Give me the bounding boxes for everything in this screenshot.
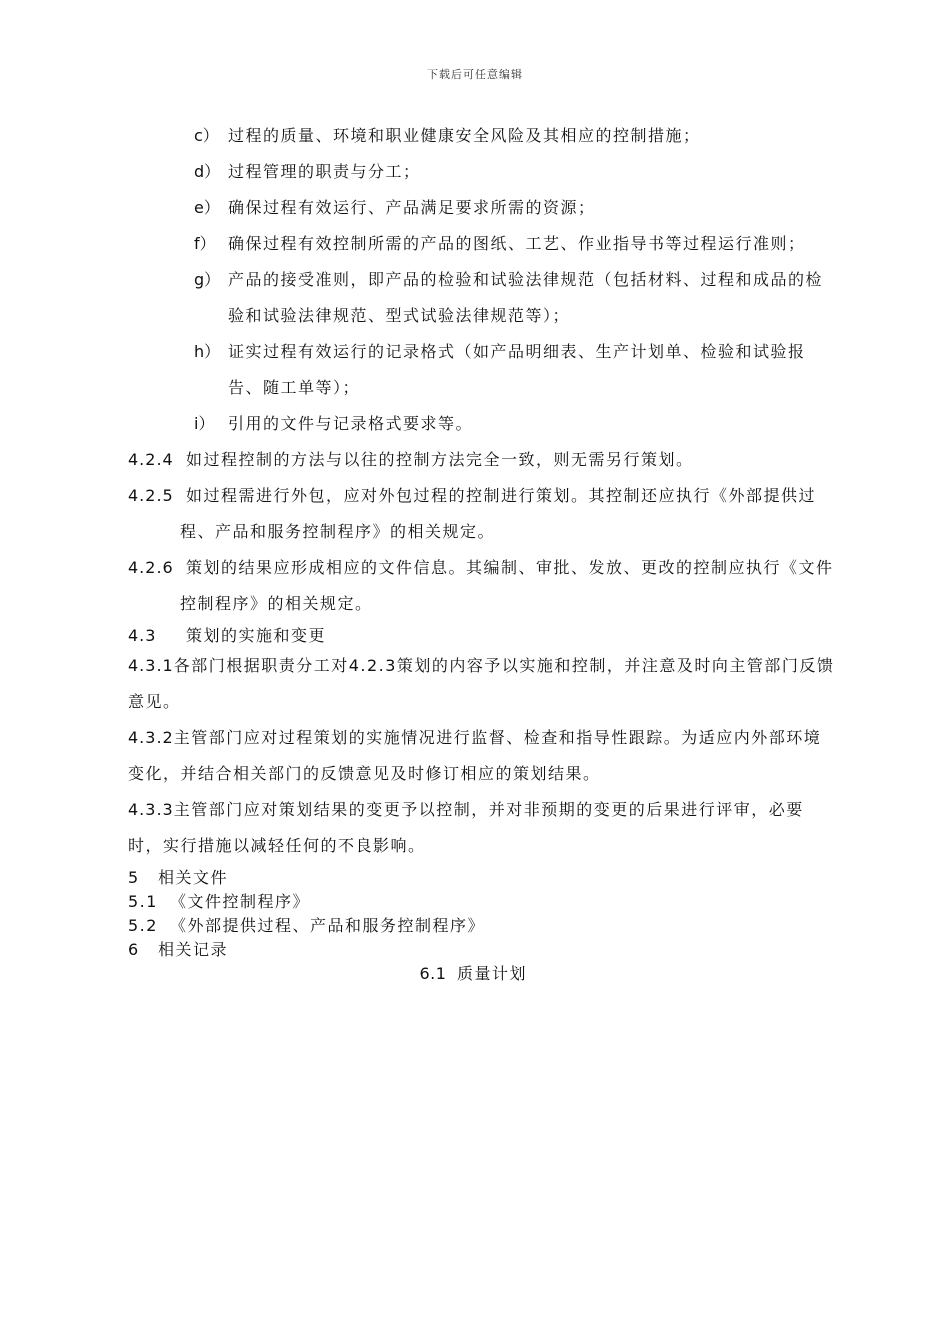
section-4-3-3 xyxy=(128,792,838,864)
section-text: 策划的结果应形成相应的文件信息。其编制、审批、发放、更改的控制应执行《文件控制程序》的相关规定。 xyxy=(180,558,834,613)
section-title: 相关文件 xyxy=(158,868,229,887)
list-label: h） xyxy=(194,342,221,361)
section-number: 5.1 xyxy=(128,892,158,911)
section-title: 相关记录 xyxy=(158,940,229,959)
list-item-f xyxy=(128,226,838,262)
section-number: 6.1 xyxy=(419,964,447,983)
list-text: 过程管理的职责与分工； xyxy=(228,162,421,181)
doc-ref-5-2 xyxy=(128,914,838,938)
section-text: 如过程需进行外包，应对外包过程的控制进行策划。其控制还应执行《外部提供过程、产品和服务控制程序》的相关规定。 xyxy=(180,486,817,541)
section-text: 主管部门应对策划结果的变更予以控制，并对非预期的变更的后果进行评审，必要时，实行措施以减轻任何的不良影响。 xyxy=(128,800,804,855)
section-number: 4.3.1 xyxy=(128,656,174,675)
section-4-3-2 xyxy=(128,720,838,792)
section-4-2-6 xyxy=(128,550,838,622)
section-number: 4.3.3 xyxy=(128,800,174,819)
list-item-g xyxy=(128,262,838,334)
section-number: 4.3 xyxy=(128,626,157,645)
list-item-i xyxy=(128,406,838,442)
doc-ref-5-1 xyxy=(128,890,838,914)
list-text: 证实过程有效运行的记录格式（如产品明细表、生产计划单、检验和试验报告、随工单等）； xyxy=(228,342,806,397)
list-item-h xyxy=(128,334,838,406)
record-6-1 xyxy=(128,962,838,986)
header-note: 下载后可任意编辑 xyxy=(427,68,523,81)
section-text: 主管部门应对过程策划的实施情况进行监督、检查和指导性跟踪。为适应内外部环境变化，并结合相关部门的反馈意见及时修订相应的策划结果。 xyxy=(128,728,822,783)
list-label: f） xyxy=(194,234,216,253)
section-number: 5.2 xyxy=(128,916,158,935)
list-text: 引用的文件与记录格式要求等。 xyxy=(228,414,474,433)
list-item-c xyxy=(128,118,838,154)
section-heading-5 xyxy=(128,866,838,890)
document-body xyxy=(128,118,838,986)
list-label: d） xyxy=(194,162,221,181)
list-text: 确保过程有效控制所需的产品的图纸、工艺、作业指导书等过程运行准则； xyxy=(228,234,806,253)
section-number: 4.3.2 xyxy=(128,728,174,747)
section-number: 5 xyxy=(128,868,140,887)
list-text: 过程的质量、环境和职业健康安全风险及其相应的控制措施； xyxy=(228,126,701,145)
list-label: e） xyxy=(194,198,220,217)
section-text: 各部门根据职责分工对4.2.3策划的内容予以实施和控制，并注意及时向主管部门反馈意见。 xyxy=(128,656,835,711)
list-item-d xyxy=(128,154,838,190)
doc-title: 《文件控制程序》 xyxy=(170,892,311,911)
list-text: 确保过程有效运行、产品满足要求所需的资源； xyxy=(228,198,596,217)
list-label: g） xyxy=(194,270,221,289)
section-number: 4.2.4 xyxy=(128,450,174,469)
doc-title: 《外部提供过程、产品和服务控制程序》 xyxy=(170,916,486,935)
section-4-2-5 xyxy=(128,478,838,550)
section-4-3-1 xyxy=(128,648,838,720)
list-label: i） xyxy=(194,414,215,433)
section-4-2-4 xyxy=(128,442,838,478)
section-text: 如过程控制的方法与以往的控制方法完全一致，则无需另行策划。 xyxy=(186,450,694,469)
section-number: 4.2.6 xyxy=(128,558,174,577)
list-item-e xyxy=(128,190,838,226)
section-title: 策划的实施和变更 xyxy=(186,626,327,645)
list-label: c） xyxy=(194,126,219,145)
section-number: 6 xyxy=(128,940,140,959)
section-number: 4.2.5 xyxy=(128,486,174,505)
list-text: 产品的接受准则，即产品的检验和试验法律规范（包括材料、过程和成品的检验和试验法律规范、型式试验法律规范等）； xyxy=(228,270,824,325)
section-heading-4-3 xyxy=(128,624,838,648)
section-heading-6 xyxy=(128,938,838,962)
record-title: 质量计划 xyxy=(456,964,527,983)
